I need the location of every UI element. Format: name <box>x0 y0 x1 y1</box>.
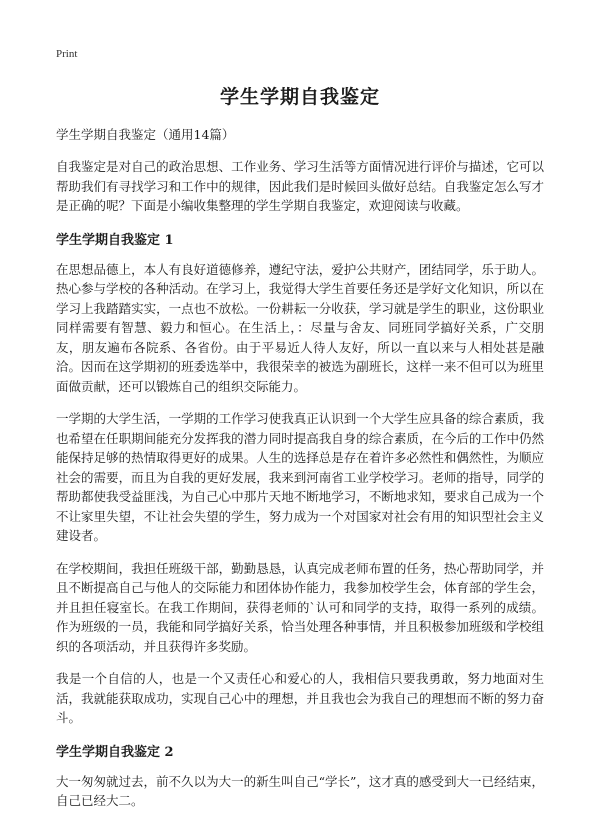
section-1-paragraph-4: 我是一个自信的人，也是一个又责任心和爱心的人，我相信只要我勇敢，努力地面对生活，我就能获取成功，实现自己心中的理想，并且我也会为我自己的理想而不断的努力奋斗。 <box>56 671 544 725</box>
section-2-paragraph-1: 大一匆匆就过去，前不久以为大一的新生叫自己“学长”，这才真的感受到大一已经结束，自己已经大二。 <box>56 773 544 808</box>
page-title: 学生学期自我鉴定 <box>219 86 380 108</box>
document-subtitle: 学生学期自我鉴定（通用14篇） <box>56 127 235 142</box>
section-heading-2: 学生学期自我鉴定 2 <box>56 744 174 760</box>
print-link[interactable]: Print <box>56 48 78 60</box>
section-heading-1: 学生学期自我鉴定 1 <box>56 232 174 248</box>
section-1-paragraph-1: 在思想品德上，本人有良好道德修养，遵纪守法，爱护公共财产，团结同学，乐于助人。热心参与学校的各种活动。在学习上，我觉得大学生首要任务还是学好文化知识，所以在学习上我踏踏实实，一点也不放松。一份耕耘一分收获，学习就是学生的职业，这份职业同样需要有智慧、毅力和恒心。在生活上，：尽量与舍友、同班同学搞好关系，广交朋友，朋友遍布各院系、各省份。由于平易近人待人友好，所以一直以来与人相处甚是融洽。因而在这学期初的班委选举中，我很荣幸的被选为副班长，这样一来不但可以为班里面做贡献，还可以锻炼自己的组织交际能力。 <box>56 261 544 394</box>
section-1-paragraph-3: 在学校期间，我担任班级干部，勤勤恳恳，认真完成老师布置的任务，热心帮助同学，并且不断提高自己与他人的交际能力和团体协作能力，我参加校学生会，体育部的学生会，并且担任寝室长。在我工作期间，获得老师的`认可和同学的支持，取得一系列的成绩。作为班级的一员，我能和同学搞好关系，恰当处理各种事情，并且积极参加班级和学校组织的各项活动，并且获得许多奖励。 <box>56 560 544 654</box>
intro-paragraph: 自我鉴定是对自己的政治思想、工作业务、学习生活等方面情况进行评价与描述，它可以帮助我们有寻找学习和工作中的规律，因此我们是时候回头做好总结。自我鉴定怎么写才是正确的呢？下面是小编收集整理的学生学期自我鉴定，欢迎阅读与收藏。 <box>56 159 544 213</box>
section-1-paragraph-2: 一学期的大学生活，一学期的工作学习使我真正认识到一个大学生应具备的综合素质，我也希望在任职期间能充分发挥我的潜力同时提高我自身的综合素质，在今后的工作中仍然能保持足够的热情取得更好的成果。人生的选择总是存在着许多必然性和偶然性，为顺应社会的需要，而且为自我的更好发展，我来到河南省工业学校学习。老师的指导，同学的帮助都使我受益匪浅，为自己心中那片天地不断地学习，不断地求知，要求自己成为一个不让家里失望，不让社会失望的学生，努力成为一个对国家对社会有用的知识型社会主义建设者。 <box>56 411 544 543</box>
